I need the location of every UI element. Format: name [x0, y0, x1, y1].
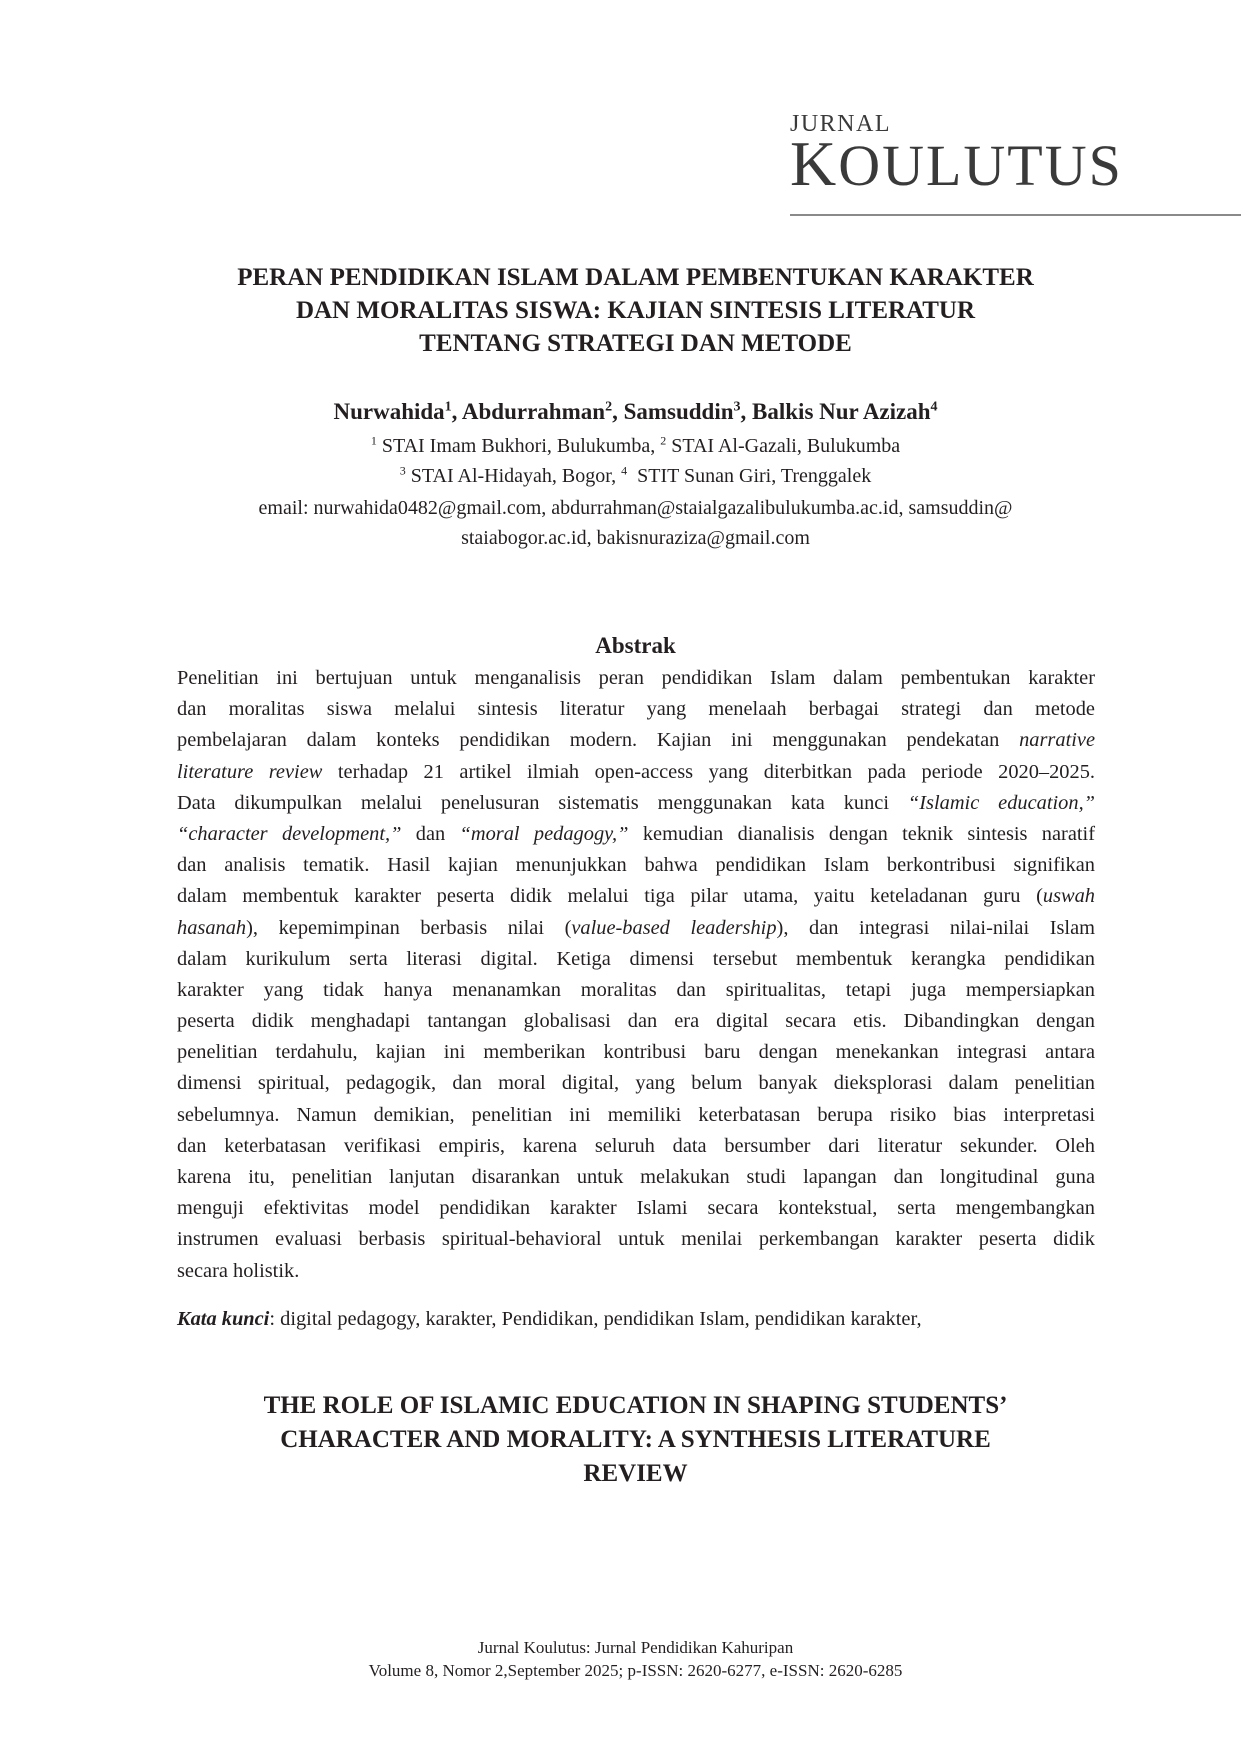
keywords-text: : digital pedagogy, karakter, Pendidikan, pendidikan Islam, pendidikan karakter, [269, 1308, 922, 1330]
abstract-italic-text: “character development,” [177, 822, 402, 845]
keywords [177, 1304, 1095, 1334]
journal-logo-initial: K [790, 128, 839, 199]
abstract-line [177, 788, 1095, 819]
abstract-text: sebelumnya. Namun demikian, penelitian ini memiliki keterbatasan berupa risiko bias interpretasi [177, 1103, 1095, 1126]
abstract-text: penelitian terdahulu, kajian ini memberikan kontribusi baru dengan menekankan integrasi antara [177, 1041, 1095, 1064]
abstract-text: karena itu, penelitian lanjutan disarankan untuk melakukan studi lapangan dan longitudinal guna [177, 1166, 1095, 1188]
abstract-text: kemudian dianalisis dengan teknik sintesis naratif [628, 822, 1096, 845]
abstract-line [177, 1162, 1095, 1193]
abstract-text: karakter yang tidak hanya menanamkan moralitas dan spiritualitas, tetapi juga mempersiapkan [177, 978, 1095, 1001]
paper-title-english [150, 1389, 1121, 1491]
title-line: TENTANG STRATEGI DAN METODE [419, 330, 852, 357]
abstract-text: instrumen evaluasi berbasis spiritual-behavioral untuk menilai perkembangan karakter peserta didik [177, 1228, 1095, 1251]
abstract-line [177, 1068, 1095, 1099]
author-name: Nurwahida [333, 399, 445, 424]
abstract-italic-text: hasanah [177, 916, 247, 939]
abstract-line [177, 819, 1095, 850]
abstract-text: dan moralitas siswa melalui sintesis literatur yang menelaah berbagai strategi dan metode [177, 698, 1095, 721]
abstract-line [177, 1100, 1095, 1131]
author-name: Abdurrahman [461, 399, 606, 424]
abstract-line [177, 663, 1095, 694]
author-list [100, 397, 1171, 427]
abstract-line [177, 1256, 1095, 1287]
abstract-line [177, 1006, 1095, 1037]
abstract-text: dimensi spiritual, pedagogik, dan moral digital, yang belum banyak dieksplorasi dalam penelitian [177, 1072, 1095, 1095]
abstract-text: dan analisis tematik. Hasil kajian menunjukkan bahwa pendidikan Islam berkontribusi signifikan [177, 854, 1095, 877]
abstract-line [177, 1193, 1095, 1224]
paper-title-indonesian [150, 261, 1121, 360]
header-rule [790, 214, 1241, 216]
author-name: Samsuddin [623, 399, 734, 424]
abstract-body [177, 663, 1095, 1287]
abstract-text: dalam membentuk karakter peserta didik melalui tiga pilar utama, yaitu keteladanan guru ( [177, 885, 1043, 908]
author-affiliation-number: 2 [605, 399, 613, 415]
abstract-italic-text: “Islamic education,” [907, 791, 1096, 814]
abstract-line [177, 725, 1095, 756]
journal-logo [790, 111, 1210, 199]
abstract-line [177, 1131, 1095, 1162]
abstract-line [177, 944, 1095, 975]
abstract-line [177, 975, 1095, 1006]
abstract-line [177, 757, 1095, 788]
abstract-italic-text: literature review [177, 760, 323, 783]
author-separator: , [451, 399, 462, 424]
abstract-text: dalam kurikulum serta literasi digital. Ketiga dimensi tersebut membentuk kerangka pendidikan [177, 947, 1095, 970]
affiliation-number: 1 [370, 433, 377, 448]
abstract-line [177, 850, 1095, 881]
abstract-text: secara holistik. [177, 1259, 300, 1282]
abstract-line [177, 1224, 1095, 1255]
author-name: Balkis Nur Azizah [752, 399, 931, 424]
footer-journal-name: Jurnal Koulutus: Jurnal Pendidikan Kahuripan [477, 1638, 794, 1657]
journal-logo-small: JURNAL [790, 111, 892, 137]
abstract-italic-text: uswah [1042, 885, 1095, 908]
title-line: REVIEW [583, 1460, 688, 1487]
keywords-label: Kata kunci [177, 1308, 270, 1330]
affiliation-number: 3 [399, 463, 406, 478]
affiliation-text: STAI Imam Bukhori, Bulukumba, [376, 435, 661, 457]
abstract-text: Data dikumpulkan melalui penelusuran sistematis menggunakan kata kunci [177, 791, 908, 814]
abstract-heading: Abstrak [595, 633, 676, 658]
title-line: CHARACTER AND MORALITY: A SYNTHESIS LITERATURE [280, 1426, 991, 1453]
affiliation-number: 2 [660, 433, 667, 448]
author-affiliation-number: 3 [733, 399, 741, 415]
abstract-line [177, 881, 1095, 912]
abstract-text: dan [401, 822, 460, 845]
abstract-italic-text: narrative [1019, 729, 1095, 752]
abstract-text: pembelajaran dalam konteks pendidikan modern. Kajian ini menggunakan pendekatan [177, 729, 1020, 752]
page-footer [200, 1636, 1071, 1682]
abstract-text: ), kepemimpinan berbasis nilai ( [246, 916, 572, 939]
author-affiliation-number: 1 [444, 399, 452, 415]
email-line-2: staiabogor.ac.id, bakisnuraziza@gmail.com [461, 527, 810, 549]
abstract-text: Penelitian ini bertujuan untuk menganalisis peran pendidikan Islam dalam pembentukan karakter [177, 667, 1095, 689]
abstract-italic-text: value-based leadership [571, 916, 777, 939]
author-affiliation-number: 4 [930, 399, 938, 415]
journal-logo-name [790, 128, 1210, 199]
affiliation-line-1 [100, 432, 1171, 460]
email-line-1: email: nurwahida0482@gmail.com, abdurrahman@staialgazalibulukumba.ac.id, samsuddin@ [258, 497, 1013, 519]
author-separator: , [740, 399, 753, 424]
abstract-line [177, 1037, 1095, 1068]
footer-issue-info: Volume 8, Nomor 2,September 2025; p-ISSN: 2620-6277, e-ISSN: 2620-6285 [368, 1661, 903, 1680]
abstract-text: dan keterbatasan verifikasi empiris, karena seluruh data bersumber dari literatur sekunder. Oleh [177, 1134, 1095, 1157]
author-separator: , [612, 399, 624, 424]
abstract-italic-text: “moral pedagogy,” [459, 822, 629, 845]
affiliation-text: STAI Al-Hidayah, Bogor, [405, 465, 622, 487]
abstract-line [177, 913, 1095, 944]
affiliation-line-2 [100, 462, 1171, 490]
affiliation-text: STIT Sunan Giri, Trenggalek [627, 465, 872, 487]
journal-logo-rest: OULUTUS [838, 133, 1123, 198]
title-line: PERAN PENDIDIKAN ISLAM DALAM PEMBENTUKAN KARAKTER [237, 264, 1034, 291]
abstract-text: terhadap 21 artikel ilmiah open-access yang diterbitkan pada periode 2020–2025. [322, 760, 1095, 783]
affiliation-number: 4 [621, 463, 628, 478]
abstract-text: menguji efektivitas model pendidikan karakter Islami secara kontekstual, serta mengembangkan [177, 1197, 1095, 1220]
abstract-text: ), dan integrasi nilai-nilai Islam [776, 916, 1095, 939]
title-line: DAN MORALITAS SISWA: KAJIAN SINTESIS LITERATUR [295, 297, 976, 324]
abstract-text: peserta didik menghadapi tantangan globalisasi dan era digital secara etis. Dibandingkan dengan [177, 1010, 1095, 1033]
abstract-line [177, 694, 1095, 725]
title-line: THE ROLE OF ISLAMIC EDUCATION IN SHAPING STUDENTS’ [263, 1392, 1008, 1419]
affiliation-text: STAI Al-Gazali, Bulukumba [666, 435, 901, 457]
